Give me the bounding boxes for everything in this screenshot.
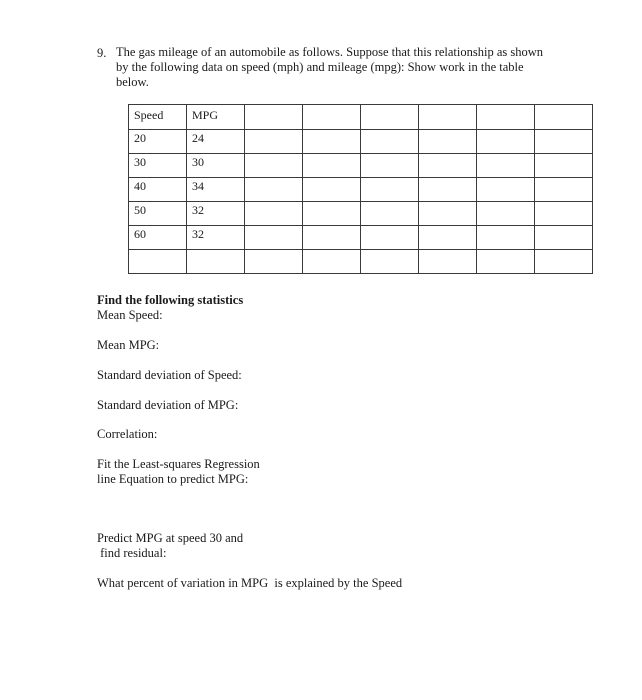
header-mpg: MPG xyxy=(187,105,245,130)
work-cell[interactable] xyxy=(303,202,361,226)
mpg-cell: 32 xyxy=(187,226,245,250)
work-cell[interactable] xyxy=(245,226,303,250)
table-row xyxy=(129,154,593,178)
work-cell[interactable] xyxy=(361,154,419,178)
work-cell[interactable] xyxy=(535,202,593,226)
predict-label-line1: Predict MPG at speed 30 and xyxy=(97,531,244,545)
speed-cell[interactable] xyxy=(129,250,187,274)
table-row xyxy=(129,202,593,226)
question-line: by the following data on speed (mph) and mileage (mpg): Show work in the table xyxy=(116,60,524,74)
work-cell[interactable] xyxy=(245,250,303,274)
speed-cell: 50 xyxy=(129,202,187,226)
work-cell[interactable] xyxy=(419,178,477,202)
work-cell[interactable] xyxy=(419,154,477,178)
work-cell[interactable] xyxy=(361,130,419,154)
work-cell[interactable] xyxy=(535,178,593,202)
work-cell[interactable] xyxy=(477,202,535,226)
sd-mpg-label: Standard deviation of MPG: xyxy=(97,398,239,412)
mpg-cell: 30 xyxy=(187,154,245,178)
mpg-cell: 34 xyxy=(187,178,245,202)
header-speed: Speed xyxy=(129,105,187,130)
speed-cell: 20 xyxy=(129,130,187,154)
work-cell[interactable] xyxy=(419,226,477,250)
sd-speed-label: Standard deviation of Speed: xyxy=(97,368,242,382)
work-cell[interactable] xyxy=(245,178,303,202)
work-cell[interactable] xyxy=(303,130,361,154)
percent-variation-label: What percent of variation in MPG is explained by the Speed xyxy=(97,576,403,590)
work-cell[interactable] xyxy=(535,130,593,154)
header-cell[interactable] xyxy=(477,105,535,130)
regression-label-line2: line Equation to predict MPG: xyxy=(97,472,249,486)
work-cell[interactable] xyxy=(361,202,419,226)
work-cell[interactable] xyxy=(419,250,477,274)
work-cell[interactable] xyxy=(303,226,361,250)
speed-cell: 40 xyxy=(129,178,187,202)
mpg-cell: 24 xyxy=(187,130,245,154)
header-cell[interactable] xyxy=(419,105,477,130)
work-cell[interactable] xyxy=(245,130,303,154)
work-cell[interactable] xyxy=(477,130,535,154)
work-cell[interactable] xyxy=(477,154,535,178)
stats-heading: Find the following statistics xyxy=(97,293,244,307)
header-cell[interactable] xyxy=(361,105,419,130)
work-cell[interactable] xyxy=(303,250,361,274)
correlation-label: Correlation: xyxy=(97,427,158,441)
header-cell[interactable] xyxy=(303,105,361,130)
regression-label-line1: Fit the Least-squares Regression xyxy=(97,457,260,471)
work-cell[interactable] xyxy=(419,130,477,154)
work-cell[interactable] xyxy=(303,178,361,202)
work-cell[interactable] xyxy=(535,226,593,250)
work-cell[interactable] xyxy=(535,154,593,178)
speed-cell: 60 xyxy=(129,226,187,250)
speed-mpg-table xyxy=(128,104,593,274)
predict-label-line2: find residual: xyxy=(97,546,167,560)
work-cell[interactable] xyxy=(245,154,303,178)
work-cell[interactable] xyxy=(535,250,593,274)
header-cell[interactable] xyxy=(535,105,593,130)
mean-mpg-label: Mean MPG: xyxy=(97,338,160,352)
table-header-row xyxy=(129,105,593,130)
question-line: The gas mileage of an automobile as follows. Suppose that this relationship as shown xyxy=(116,45,544,59)
work-cell[interactable] xyxy=(477,178,535,202)
mpg-cell: 32 xyxy=(187,202,245,226)
table-row xyxy=(129,130,593,154)
mean-speed-label: Mean Speed: xyxy=(97,308,163,322)
question-number: 9. xyxy=(97,46,107,60)
header-cell[interactable] xyxy=(245,105,303,130)
question-text xyxy=(116,45,576,90)
work-cell[interactable] xyxy=(361,178,419,202)
work-cell[interactable] xyxy=(245,202,303,226)
work-cell[interactable] xyxy=(477,226,535,250)
work-cell[interactable] xyxy=(361,226,419,250)
table-row xyxy=(129,226,593,250)
speed-cell: 30 xyxy=(129,154,187,178)
table-row xyxy=(129,250,593,274)
work-cell[interactable] xyxy=(419,202,477,226)
work-cell[interactable] xyxy=(303,154,361,178)
work-cell[interactable] xyxy=(477,250,535,274)
work-cell[interactable] xyxy=(361,250,419,274)
mpg-cell[interactable] xyxy=(187,250,245,274)
table-row xyxy=(129,178,593,202)
question-line: below. xyxy=(116,75,149,89)
